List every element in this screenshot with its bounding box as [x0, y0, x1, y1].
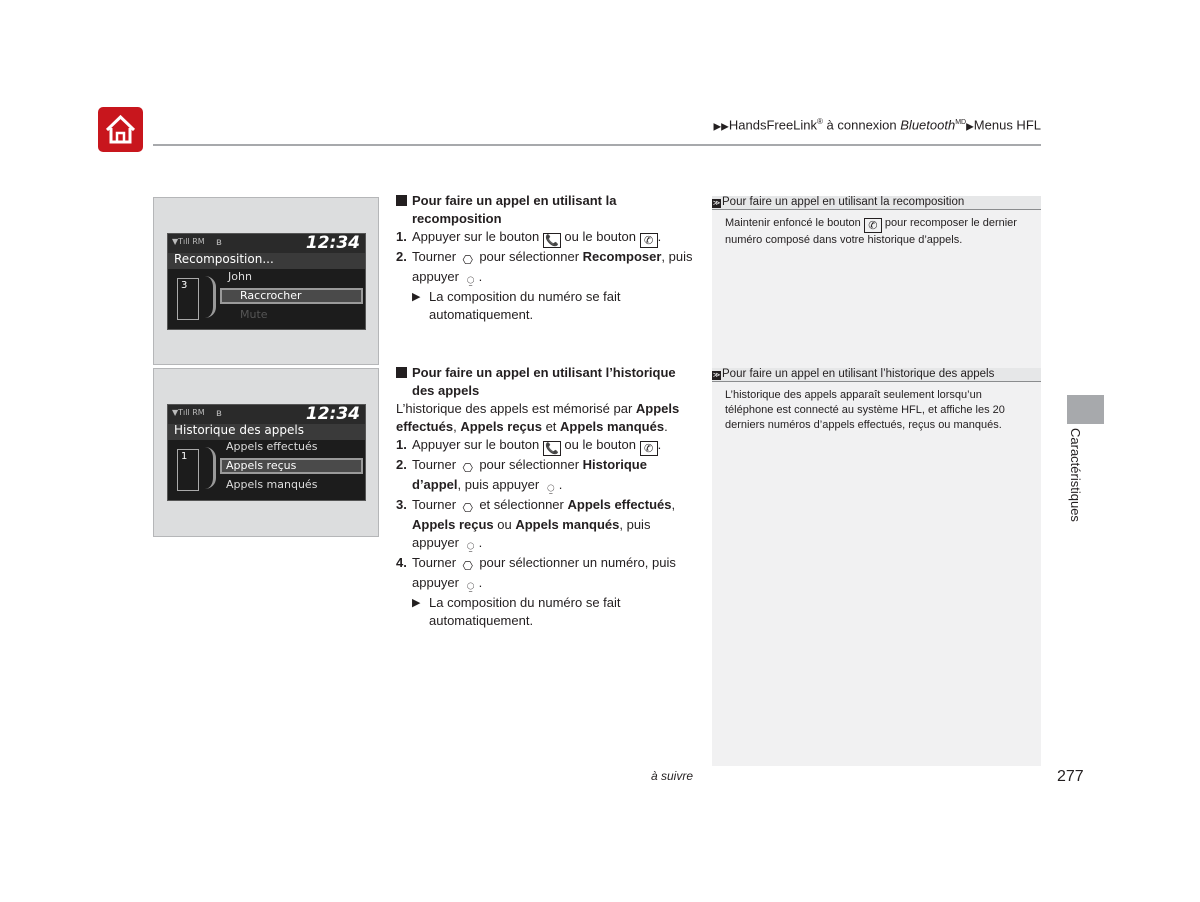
note-text: L’historique des appels apparaît seulement lorsqu’un téléphone est connecté au système HFL, et affiche les 20 derniers numéros d’appels effectués, reçus ou manqués. — [725, 389, 1005, 431]
section-redial — [396, 192, 696, 324]
note-text: Maintenir enfoncé le bouton ✆ pour recomposer le dernier numéro composé dans votre historique d’appels. — [725, 217, 1017, 246]
lcd-display — [167, 404, 366, 501]
signal-icon: ▼Tıll RM — [172, 237, 205, 246]
selector-knob-icon: ⎔ — [462, 559, 473, 573]
screen-title: Recomposition... — [174, 252, 274, 266]
chapter-tab-label: Caractéristiques — [1068, 428, 1083, 522]
note-heading: ≫ Pour faire un appel en utilisant la recomposition — [712, 196, 1041, 210]
selector-knob-icon: ⎔ — [462, 501, 473, 515]
note-icon: ≫ — [712, 372, 721, 379]
list-item: Appels manqués — [226, 478, 318, 491]
result-note: ▶ La composition du numéro se fait automatiquement. — [412, 595, 621, 628]
breadcrumb: ▶▶HandsFreeLink® à connexion Bluetooth$^{MD}$▶Menus HFL — [713, 117, 1041, 133]
continued-label: à suivre — [651, 769, 694, 783]
step: 1. Appuyer sur le bouton 📞 ou le bouton ✆ . — [396, 437, 662, 455]
knob-press-icon: ⍜ — [466, 273, 475, 287]
screen-title: Historique des appels — [174, 423, 304, 437]
clock: 12:34 — [305, 233, 360, 253]
screen-image-recomposition — [153, 197, 379, 365]
section-heading: Pour faire un appel en utilisant l’historique des appels — [396, 364, 696, 400]
section-call-history — [396, 364, 696, 630]
step: 4. Tourner ⎔ pour sélectionner un numéro, puis appuyer ⍜ . — [396, 555, 676, 593]
page-number: 277 — [1057, 768, 1084, 785]
selector-knob-icon: ⎔ — [462, 461, 473, 475]
bluetooth-icon: ʙ — [216, 408, 222, 419]
list-item: Appels reçus — [226, 459, 297, 472]
pick-up-button-icon: ✆ — [640, 233, 658, 248]
step: 3. Tourner ⎔ et sélectionner Appels effectués, Appels reçus ou Appels manqués, puis appuyer ⍜ . — [396, 497, 676, 553]
result-note: ▶ La composition du numéro se fait automatiquement. — [412, 289, 621, 322]
notes-column — [712, 196, 1041, 766]
section-heading: Pour faire un appel en utilisant la recomposition — [396, 192, 696, 228]
step: 2. Tourner ⎔ pour sélectionner Recomposer, puis appuyer ⍜ . — [396, 249, 693, 287]
phone-icon: 1 — [177, 449, 199, 491]
signal-icon: ▼Tıll RM — [172, 408, 205, 417]
clock: 12:34 — [305, 404, 360, 424]
lcd-display — [167, 233, 366, 330]
mute-item: Mute — [240, 308, 268, 321]
note-icon: ≫ — [712, 200, 721, 207]
phone-call-button-icon: 📞 — [543, 233, 561, 248]
step: 1. Appuyer sur le bouton 📞 ou le bouton ✆ . — [396, 229, 662, 247]
hangup-item: Raccrocher — [240, 289, 302, 302]
knob-press-icon: ⍜ — [466, 539, 475, 553]
screen-image-call-history — [153, 368, 379, 537]
pick-up-button-icon: ✆ — [864, 218, 882, 233]
home-icon — [98, 107, 143, 152]
chapter-tab[interactable] — [1067, 395, 1104, 424]
pick-up-button-icon: ✆ — [640, 441, 658, 456]
phone-icon: 3 — [177, 278, 199, 320]
home-button[interactable] — [98, 107, 143, 152]
list-item: Appels effectués — [226, 440, 318, 453]
phone-call-button-icon: 📞 — [543, 441, 561, 456]
step: 2. Tourner ⎔ pour sélectionner Historique d’appel, puis appuyer ⍜ . — [396, 457, 647, 495]
selector-knob-icon: ⎔ — [462, 253, 473, 267]
knob-press-icon: ⍜ — [547, 481, 555, 495]
note-heading: ≫ Pour faire un appel en utilisant l’historique des appels — [712, 368, 1041, 382]
header-divider — [153, 144, 1041, 146]
bluetooth-icon: ʙ — [216, 237, 222, 248]
contact-item: John — [228, 270, 252, 283]
knob-press-icon: ⍜ — [466, 579, 475, 593]
section-intro: L’historique des appels est mémorisé par Appels effectués, Appels reçus et Appels manqués. — [396, 401, 680, 434]
